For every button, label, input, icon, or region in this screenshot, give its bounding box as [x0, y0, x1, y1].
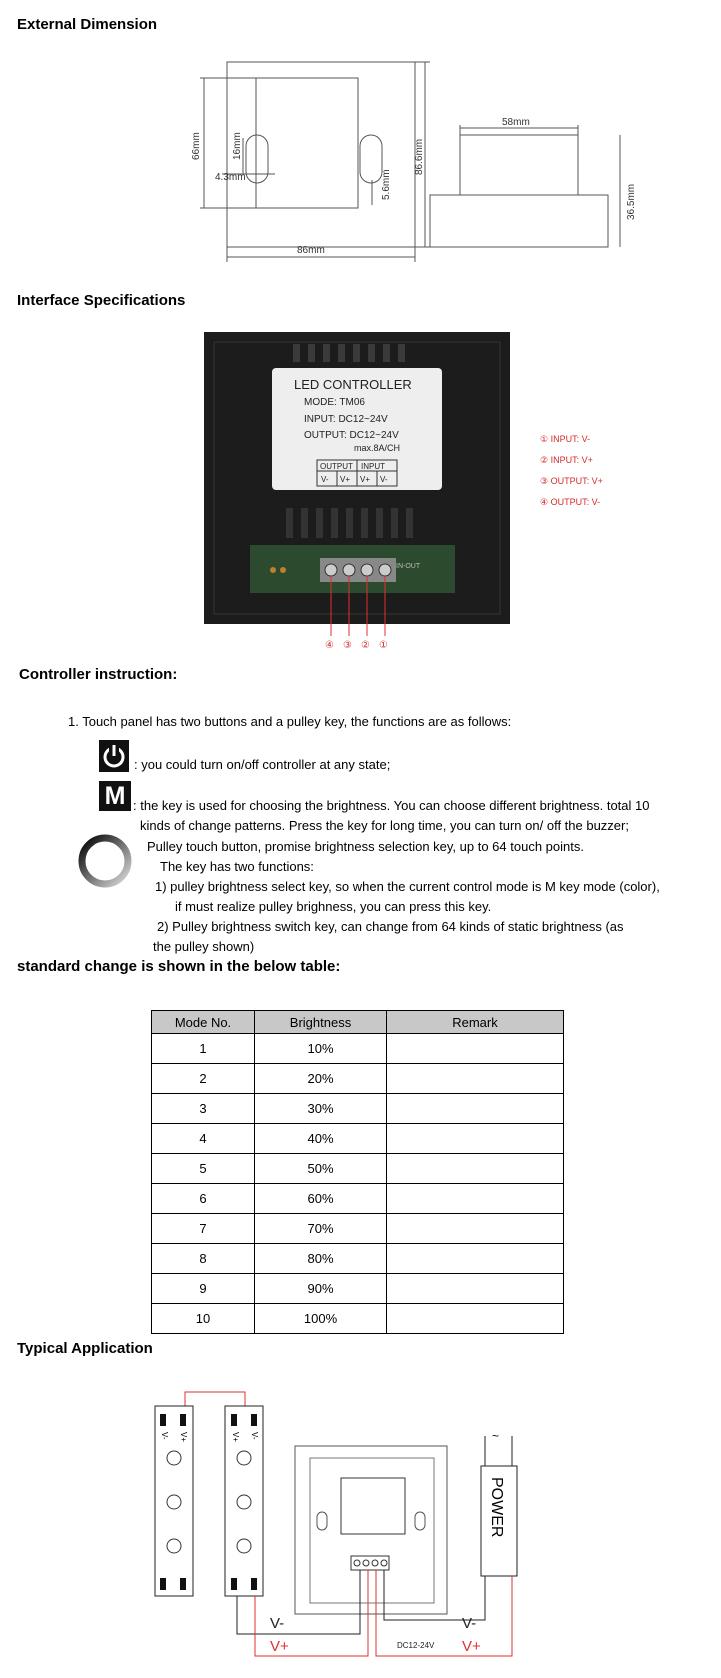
- pulley-line-1: Pulley touch button, promise brightness selection key, up to 64 touch points.: [147, 839, 584, 854]
- label-mode: MODE: TM06: [304, 397, 365, 408]
- pulley-line-4: if must realize pulley brighness, you can press this key.: [175, 899, 492, 914]
- table-row: [152, 1064, 564, 1094]
- mode-cell: 6: [152, 1184, 255, 1214]
- dim-86mm: 86mm: [297, 245, 325, 256]
- label-max: max.8A/CH: [354, 443, 401, 453]
- controller-back-photo: [0, 320, 721, 660]
- pulley-line-6: the pulley shown): [153, 939, 255, 954]
- remark-cell: [387, 1184, 564, 1214]
- table-row: [152, 1124, 564, 1154]
- brightness-mode-table: [151, 1010, 564, 1334]
- wire-v-plus-right: V+: [462, 1638, 481, 1655]
- section-title-standard-change: standard change is shown in the below table:: [17, 958, 341, 975]
- table-row: [152, 1154, 564, 1184]
- mode-cell: 5: [152, 1154, 255, 1184]
- table-row: [152, 1214, 564, 1244]
- wire-v-plus-left: V+: [270, 1638, 289, 1655]
- header-mode-no: Mode No.: [152, 1011, 255, 1034]
- terminal-number-2: ②: [361, 640, 370, 651]
- pulley-ring-icon: [76, 832, 134, 890]
- dim-58mm: 58mm: [502, 117, 530, 128]
- table-row: [152, 1094, 564, 1124]
- remark-cell: [387, 1094, 564, 1124]
- brightness-cell: 20%: [255, 1064, 387, 1094]
- instruction-intro: 1. Touch panel has two buttons and a pulley key, the functions are as follows:: [68, 714, 512, 729]
- header-remark: Remark: [387, 1011, 564, 1034]
- remark-cell: [387, 1274, 564, 1304]
- brightness-cell: 80%: [255, 1244, 387, 1274]
- pulley-line-5: 2) Pulley brightness switch key, can change from 64 kinds of static brightness (as: [157, 919, 624, 934]
- pulley-line-3: 1) pulley brightness select key, so when the current control mode is M key mode (color),: [155, 879, 660, 894]
- dim-4-3mm: 4.3mm: [215, 172, 246, 183]
- mode-cell: 10: [152, 1304, 255, 1334]
- strip1-v-minus-top: V-: [160, 1432, 169, 1440]
- dim-66mm: 66mm: [191, 132, 202, 160]
- section-title-controller-instruction: Controller instruction:: [19, 666, 178, 683]
- label-terminal-4: V-: [380, 475, 388, 484]
- label-title: LED CONTROLLER: [294, 377, 412, 392]
- dim-36-5mm: 36.5mm: [626, 183, 637, 220]
- mode-cell: 3: [152, 1094, 255, 1124]
- remark-cell: [387, 1064, 564, 1094]
- label-output: OUTPUT: DC12~24V: [304, 430, 399, 441]
- strip2-v-plus-top: V+: [231, 1432, 240, 1443]
- power-supply-label: POWER: [488, 1477, 505, 1538]
- brightness-cell: 10%: [255, 1034, 387, 1064]
- table-row: [152, 1304, 564, 1334]
- brightness-cell: 90%: [255, 1274, 387, 1304]
- legend-output-v-plus: ③ OUTPUT: V+: [540, 476, 603, 486]
- strip1-v-plus-top: V+: [179, 1432, 188, 1443]
- legend-output-v-minus: ④ OUTPUT: V-: [540, 497, 601, 507]
- brightness-cell: 70%: [255, 1214, 387, 1244]
- strip2-v-minus-top: V-: [250, 1432, 259, 1440]
- remark-cell: [387, 1154, 564, 1184]
- label-terminal-3: V+: [360, 475, 371, 484]
- m-key-description-line-1: : the key is used for choosing the brightness. You can choose different brightness. total 10: [133, 798, 650, 813]
- brightness-cell: 30%: [255, 1094, 387, 1124]
- dim-5-6mm: 5.6mm: [381, 169, 392, 200]
- label-input-header: INPUT: [361, 462, 385, 471]
- terminal-number-3: ③: [343, 640, 352, 651]
- table-row: [152, 1244, 564, 1274]
- terminal-number-1: ①: [379, 640, 388, 651]
- power-icon: [99, 740, 129, 772]
- m-key-description-line-2: kinds of change patterns. Press the key for long time, you can turn on/ off the buzzer;: [140, 818, 629, 833]
- terminal-number-4: ④: [325, 640, 334, 651]
- wire-v-minus-left: V-: [270, 1615, 285, 1632]
- legend-input-v-plus: ② INPUT: V+: [540, 455, 593, 465]
- table-row: [152, 1034, 564, 1064]
- table-row: [152, 1184, 564, 1214]
- remark-cell: [387, 1304, 564, 1334]
- label-terminal-2: V+: [340, 475, 351, 484]
- mode-cell: 9: [152, 1274, 255, 1304]
- pcb-in-out-text: IN-OUT: [396, 563, 421, 570]
- mode-cell: 7: [152, 1214, 255, 1244]
- label-output-header: OUTPUT: [320, 462, 353, 471]
- m-key-icon: M: [99, 781, 131, 811]
- brightness-cell: 60%: [255, 1184, 387, 1214]
- header-brightness: Brightness: [255, 1011, 387, 1034]
- remark-cell: [387, 1124, 564, 1154]
- label-input: INPUT: DC12~24V: [304, 414, 388, 425]
- section-title-typical-application: Typical Application: [17, 1340, 153, 1357]
- remark-cell: [387, 1214, 564, 1244]
- dimension-drawing: [0, 40, 721, 280]
- dim-16mm: 16mm: [232, 132, 243, 160]
- pulley-line-2: The key has two functions:: [160, 859, 314, 874]
- ac-tilde: ~: [492, 1429, 500, 1443]
- wiring-diagram: [0, 1370, 721, 1670]
- label-terminal-1: V-: [321, 475, 329, 484]
- dc-voltage-label: DC12-24V: [397, 1641, 435, 1650]
- mode-cell: 4: [152, 1124, 255, 1154]
- section-title-interface-specifications: Interface Specifications: [17, 292, 186, 309]
- legend-input-v-minus: ① INPUT: V-: [540, 434, 591, 444]
- wire-v-minus-right: V-: [462, 1615, 477, 1632]
- brightness-cell: 100%: [255, 1304, 387, 1334]
- table-row: [152, 1274, 564, 1304]
- power-key-description: : you could turn on/off controller at any state;: [134, 757, 391, 772]
- mode-cell: 8: [152, 1244, 255, 1274]
- section-title-external-dimension: External Dimension: [17, 16, 158, 33]
- brightness-cell: 40%: [255, 1124, 387, 1154]
- remark-cell: [387, 1034, 564, 1064]
- remark-cell: [387, 1244, 564, 1274]
- brightness-cell: 50%: [255, 1154, 387, 1184]
- mode-cell: 2: [152, 1064, 255, 1094]
- table-header-row: [152, 1011, 564, 1034]
- mode-cell: 1: [152, 1034, 255, 1064]
- dim-86-6mm: 86.6mm: [414, 138, 425, 175]
